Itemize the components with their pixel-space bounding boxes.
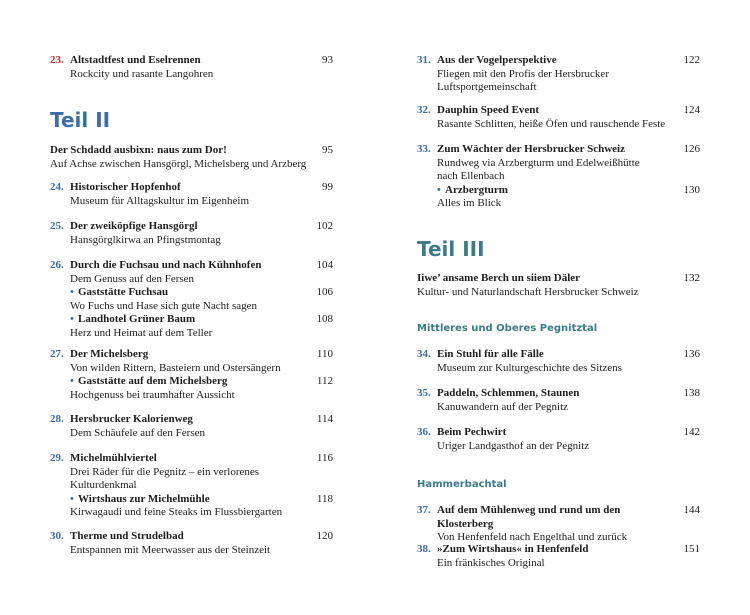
part-heading: Teil II: [50, 108, 111, 132]
entry-subtitle: Kultur- und Naturlandschaft Hersbrucker Schweiz: [417, 285, 639, 298]
bullet-icon: •: [70, 286, 74, 298]
toc-entry-33[interactable]: [417, 143, 700, 211]
entry-subtitle: Museum für Alltagskultur im Eigenheim: [70, 194, 250, 207]
entry-subtitle-continued: Luftsportgemeinschaft: [437, 81, 537, 93]
page-number: 99: [322, 181, 333, 193]
entry-title: Durch die Fuchsau und nach Kühnhofen: [70, 259, 262, 271]
page-number: 126: [683, 143, 700, 155]
entry-number: 30.: [50, 530, 64, 542]
entry-title: Der Michelsberg: [70, 348, 149, 360]
toc-entry-34[interactable]: [417, 348, 700, 375]
entry-title: Iiwe’ ansame Berch un siiem Däler: [417, 272, 581, 284]
entry-subtitle: Hansgörglkirwa an Pfingstmontag: [70, 233, 221, 246]
toc-entry-31[interactable]: [417, 54, 700, 95]
entry-number: 31.: [417, 54, 431, 66]
toc-entry-35[interactable]: [417, 387, 700, 414]
toc-entry-32[interactable]: [417, 104, 700, 131]
entry-subtitle: Rundweg via Arzbergturm und Edelweißhütte: [437, 156, 640, 169]
entry-number: 25.: [50, 220, 64, 232]
entry-number: 23.: [50, 54, 64, 66]
entry-subtitle: Von wilden Rittern, Basteiern und Ostersängern: [70, 361, 281, 374]
entry-subtitle: Auf Achse zwischen Hansgörgl, Michelsberg und Arzberg: [50, 157, 307, 170]
page-number: 136: [683, 348, 700, 360]
page-number: 130: [683, 183, 700, 196]
entry-subtitle: Dem Genuss auf den Fersen: [70, 272, 195, 285]
entry-title: »Zum Wirtshaus« in Henfenfeld: [437, 543, 589, 555]
entry-title: Zum Wächter der Hersbrucker Schweiz: [437, 143, 625, 155]
entry-number: 26.: [50, 259, 64, 271]
part-intro[interactable]: [50, 144, 333, 171]
page-number: 95: [322, 144, 333, 156]
entry-number: 29.: [50, 452, 64, 464]
entry-subtitle: Kanuwandern auf der Pegnitz: [437, 400, 569, 413]
entry-number: 32.: [417, 104, 431, 116]
toc-entry-27[interactable]: [50, 348, 333, 402]
sub-entry-michelmuehle[interactable]: [50, 493, 333, 507]
sub-entry-title: Landhotel Grüner Baum: [78, 313, 196, 325]
toc-entry-30[interactable]: [50, 530, 333, 557]
page-number: 108: [316, 313, 333, 325]
entry-number: 37.: [417, 504, 431, 516]
page-number: 144: [683, 504, 700, 516]
page-number: 116: [316, 452, 333, 464]
sub-entry-title: Gaststätte Fuchsau: [78, 286, 169, 298]
sub-entry-title: Arzbergturm: [445, 183, 508, 196]
entry-subtitle-continued: Kulturdenkmal: [70, 479, 137, 491]
entry-subtitle: Museum zur Kulturgeschichte des Sitzens: [437, 361, 622, 374]
page-number: 102: [316, 220, 333, 232]
page-number: 112: [316, 375, 333, 387]
entry-title: Beim Pechwirt: [437, 426, 507, 438]
section-heading: Hammerbachtal: [417, 479, 507, 490]
sub-entry-subtitle: Herz und Heimat auf dem Teller: [70, 326, 213, 339]
entry-title: Altstadtfest und Eselrennen: [70, 54, 201, 66]
entry-number: 35.: [417, 387, 431, 399]
entry-subtitle: Ein fränkisches Original: [437, 556, 545, 569]
entry-subtitle: Von Henfenfeld nach Engelthal und zurück: [437, 531, 628, 543]
entry-subtitle: Entspannen mit Meerwasser aus der Steinzeit: [70, 543, 271, 556]
sub-entry-subtitle: Wo Fuchs und Hase sich gute Nacht sagen: [70, 299, 257, 312]
sub-entry-gruener-baum[interactable]: [50, 313, 333, 327]
bullet-icon: •: [70, 492, 74, 505]
entry-title: Hersbrucker Kalorienweg: [70, 413, 193, 425]
page-number: 151: [683, 543, 700, 555]
toc-entry-29[interactable]: [50, 452, 333, 520]
toc-entry-25[interactable]: [50, 220, 333, 247]
page-number: 114: [316, 413, 333, 425]
entry-subtitle: Fliegen mit den Profis der Hersbrucker: [437, 67, 609, 80]
sub-entry-title: Gaststätte auf dem Michelsberg: [78, 375, 228, 387]
page-number: 142: [683, 426, 700, 438]
sub-entry-subtitle: Alles im Blick: [437, 197, 502, 209]
sub-entry-arzbergturm[interactable]: [417, 184, 700, 198]
entry-title: Therme und Strudelbad: [70, 530, 184, 542]
page-number: 132: [683, 272, 700, 284]
sub-entry-michelsberg[interactable]: [50, 375, 333, 389]
toc-entry-28[interactable]: [50, 413, 333, 440]
sub-entry-subtitle: Kirwagaudi und feine Steaks im Flussbiergarten: [70, 506, 283, 518]
part-intro[interactable]: [417, 272, 700, 299]
page-number: 122: [683, 54, 700, 66]
page-number: 138: [683, 387, 700, 399]
entry-number: 24.: [50, 181, 64, 193]
entry-subtitle: Uriger Landgasthof an der Pegnitz: [437, 439, 590, 452]
sub-entry-fuchsau[interactable]: [50, 286, 333, 300]
section-heading: Mittleres und Oberes Pegnitztal: [417, 323, 598, 334]
entry-number: 38.: [417, 543, 431, 555]
entry-title: Auf dem Mühlenweg und rund um den Klosterberg: [437, 504, 621, 530]
toc-entry-24[interactable]: [50, 181, 333, 208]
entry-number: 33.: [417, 143, 431, 155]
entry-number: 28.: [50, 413, 64, 425]
entry-title: Aus der Vogelperspektive: [437, 54, 557, 66]
sub-entry-title: Wirtshaus zur Michelmühle: [78, 492, 210, 505]
entry-number: 34.: [417, 348, 431, 360]
entry-subtitle: Drei Räder für die Pegnitz – ein verlorenes: [70, 465, 260, 478]
page-number: 120: [316, 530, 333, 542]
toc-entry-36[interactable]: [417, 426, 700, 453]
toc-entry-37[interactable]: [417, 504, 700, 545]
entry-title: Der Schdadd ausbixn: naus zum Dor!: [50, 144, 227, 156]
entry-title: Dauphin Speed Event: [437, 104, 540, 116]
entry-subtitle: Dem Schäufele auf den Fersen: [70, 426, 206, 439]
page-number: 118: [316, 492, 333, 505]
entry-title: Paddeln, Schlemmen, Staunen: [437, 387, 580, 399]
bullet-icon: •: [70, 313, 74, 325]
bullet-icon: •: [437, 183, 441, 196]
sub-entry-subtitle: Hochgenuss bei traumhafter Aussicht: [70, 388, 235, 401]
page-number: 124: [683, 104, 700, 116]
right-column: [375, 0, 750, 615]
entry-title: Historischer Hopfenhof: [70, 181, 181, 193]
page-number: 104: [316, 259, 333, 271]
toc-entry-26[interactable]: [50, 259, 333, 340]
page-number: 106: [316, 286, 333, 298]
entry-number: 36.: [417, 426, 431, 438]
toc-entry-38[interactable]: [417, 543, 700, 570]
page-number: 110: [316, 348, 333, 360]
bullet-icon: •: [70, 375, 74, 387]
entry-subtitle-continued: nach Ellenbach: [437, 170, 505, 182]
entry-title: Der zweiköpfige Hansgörgl: [70, 220, 198, 232]
entry-subtitle: Rasante Schlitten, heiße Öfen und rauschende Feste: [437, 117, 666, 130]
entry-title: Michelmühlviertel: [70, 452, 157, 464]
entry-title: Ein Stuhl für alle Fälle: [437, 348, 544, 360]
part-heading: Teil III: [417, 237, 485, 261]
entry-subtitle: Rockcity und rasante Langohren: [70, 67, 214, 80]
toc-entry-23[interactable]: [50, 54, 333, 81]
page-number: 93: [322, 54, 333, 66]
entry-number: 27.: [50, 348, 64, 360]
